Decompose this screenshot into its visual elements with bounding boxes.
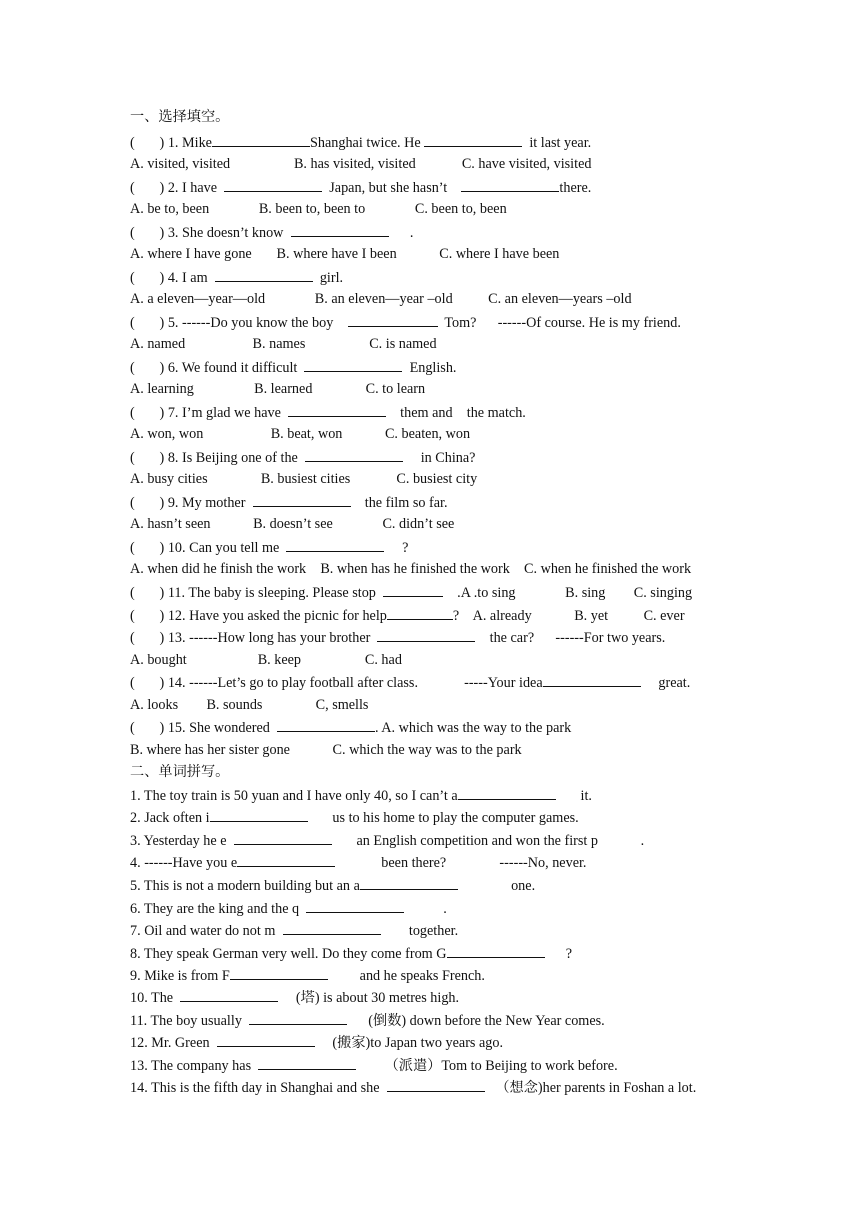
sp14-text-a: 14. This is the fifth day in Shanghai and she: [130, 1080, 387, 1096]
q9-text-a: ( ) 9. My mother: [130, 495, 253, 511]
q2-blank-1[interactable]: [224, 178, 322, 192]
spelling-1: [130, 786, 592, 805]
spelling-11: [130, 1011, 605, 1030]
spelling-7: [130, 921, 458, 940]
options-9: A. hasn’t seen B. doesn’t see C. didn’t see: [130, 516, 455, 532]
question-6: [130, 358, 456, 377]
q1-blank-1[interactable]: [212, 133, 310, 147]
q12-text-a: ( ) 12. Have you asked the picnic for help: [130, 608, 387, 624]
q5-text-b: Tom? ------Of course. He is my friend.: [437, 315, 681, 331]
q4-text-a: ( ) 4. I am: [130, 270, 215, 286]
options-8: A. busy cities B. busiest cities C. busiest city: [130, 471, 478, 487]
q10-text-b: ?: [384, 540, 409, 556]
sp6-text-b: .: [404, 901, 447, 917]
sp5-text-a: 5. This is not a modern building but an a: [130, 878, 360, 894]
sp8-text-b: ?: [544, 946, 573, 962]
q9-blank-1[interactable]: [253, 493, 351, 507]
sp13-text-a: 13. The company has: [130, 1058, 259, 1074]
q1-text-c: it last year.: [522, 135, 592, 151]
sp12-text-a: 12. Mr. Green: [130, 1035, 217, 1051]
q14-text-a: ( ) 14. ------Let’s go to play football after class. -----Your idea: [130, 675, 543, 691]
options-13: A. bought B. keep C. had: [130, 652, 402, 668]
sp1-text-a: 1. The toy train is 50 yuan and I have only 40, so I can’t a: [130, 788, 458, 804]
q8-text-a: ( ) 8. Is Beijing one of the: [130, 450, 305, 466]
q5-blank-1[interactable]: [348, 313, 438, 327]
q14-text-b: great.: [640, 675, 691, 691]
question-15: [130, 718, 571, 737]
options-4: A. a eleven—year—old B. an eleven—year –old C. an eleven—years –old: [130, 291, 632, 307]
question-9: [130, 493, 448, 512]
spelling-5: [130, 876, 535, 895]
q3-text-b: .: [388, 225, 414, 241]
question-12: [130, 606, 685, 625]
question-8: [130, 448, 475, 467]
q6-text-a: ( ) 6. We found it difficult: [130, 360, 305, 376]
q3-blank-1[interactable]: [291, 223, 389, 237]
question-4: [130, 268, 343, 287]
spelling-6: [130, 899, 447, 918]
sp7-text-a: 7. Oil and water do not m: [130, 923, 283, 939]
sp3-blank[interactable]: [234, 831, 332, 845]
question-5: [130, 313, 681, 332]
q5-text-a: ( ) 5. ------Do you know the boy: [130, 315, 348, 331]
options-6: A. learning B. learned C. to learn: [130, 381, 426, 397]
q9-text-b: the film so far.: [350, 495, 448, 511]
sp4-text-b: been there? ------No, never.: [335, 855, 587, 871]
spelling-10: [130, 988, 459, 1007]
sp4-text-a: 4. ------Have you e: [130, 855, 238, 871]
question-13: [130, 628, 665, 647]
sp1-blank[interactable]: [458, 786, 556, 800]
sp12-text-b: (搬家)to Japan two years ago.: [314, 1035, 504, 1051]
options-14: A. looks B. sounds C, smells: [130, 697, 369, 713]
q3-text-a: ( ) 3. She doesn’t know: [130, 225, 291, 241]
q12-text-b: ? A. already B. yet C. ever: [452, 608, 685, 624]
spelling-9: [130, 966, 485, 985]
options-15: B. where has her sister gone C. which the way was to the park: [130, 742, 522, 758]
sp10-blank[interactable]: [180, 988, 278, 1002]
question-14: [130, 673, 690, 692]
sp11-blank[interactable]: [249, 1011, 347, 1025]
q15-text-a: ( ) 15. She wondered: [130, 720, 277, 736]
q11-blank-1[interactable]: [383, 583, 443, 597]
sp3-text-b: an English competition and won the first p .: [331, 833, 645, 849]
sp8-blank[interactable]: [447, 944, 545, 958]
q4-text-b: girl.: [312, 270, 344, 286]
sp12-blank[interactable]: [217, 1033, 315, 1047]
q2-text-c: there.: [559, 180, 592, 196]
spelling-8: [130, 944, 572, 963]
sp14-blank[interactable]: [387, 1078, 485, 1092]
q13-blank-1[interactable]: [377, 628, 475, 642]
sp5-blank[interactable]: [360, 876, 458, 890]
sp11-text-a: 11. The boy usually: [130, 1013, 250, 1029]
options-7: A. won, won B. beat, won C. beaten, won: [130, 426, 471, 442]
sp2-blank[interactable]: [210, 808, 308, 822]
q1-text-a: ( ) 1. Mike: [130, 135, 212, 151]
question-7: [130, 403, 526, 422]
sp9-text-b: and he speaks French.: [327, 968, 485, 984]
q1-blank-2[interactable]: [424, 133, 522, 147]
options-5: A. named B. names C. is named: [130, 336, 437, 352]
spelling-3: [130, 831, 644, 850]
question-11: [130, 583, 692, 602]
q6-blank-1[interactable]: [304, 358, 402, 372]
sp3-text-a: 3. Yesterday he e: [130, 833, 234, 849]
question-10: [130, 538, 408, 557]
q2-text-b: Japan, but she hasn’t: [322, 180, 462, 196]
spelling-12: [130, 1033, 503, 1052]
section-2-title: 二、单词拼写。: [130, 764, 230, 780]
q10-blank-1[interactable]: [286, 538, 384, 552]
spelling-2: [130, 808, 579, 827]
q6-text-b: English.: [402, 360, 457, 376]
sp14-text-b: （想念)her parents in Foshan a lot.: [484, 1080, 697, 1096]
q10-text-a: ( ) 10. Can you tell me: [130, 540, 287, 556]
sp1-text-b: it.: [555, 788, 592, 804]
sp10-text-b: (塔) is about 30 metres high.: [278, 990, 460, 1006]
question-3: [130, 223, 413, 242]
sp13-text-b: （派遣）Tom to Beijing to work before.: [356, 1058, 618, 1074]
sp2-text-a: 2. Jack often i: [130, 810, 210, 826]
q13-text-b: the car? ------For two years.: [475, 630, 666, 646]
sp6-blank[interactable]: [306, 899, 404, 913]
question-2: [130, 178, 591, 197]
options-10: A. when did he finish the work B. when has he finished the work C. when he finished the work: [130, 561, 692, 577]
q8-blank-1[interactable]: [305, 448, 403, 462]
options-2: A. be to, been B. been to, been to C. been to, been: [130, 201, 507, 217]
q11-text-b: .A .to sing B. sing C. singing: [442, 585, 693, 601]
sp10-text-a: 10. The: [130, 990, 181, 1006]
sp4-blank[interactable]: [237, 853, 335, 867]
q14-blank-1[interactable]: [543, 673, 641, 687]
sp7-text-b: together.: [380, 923, 459, 939]
q13-text-a: ( ) 13. ------How long has your brother: [130, 630, 378, 646]
q15-text-b: . A. which was the way to the park: [374, 720, 572, 736]
spelling-4: [130, 853, 586, 872]
q2-text-a: ( ) 2. I have: [130, 180, 225, 196]
sp6-text-a: 6. They are the king and the q: [130, 901, 307, 917]
sp9-blank[interactable]: [230, 966, 328, 980]
q11-text-a: ( ) 11. The baby is sleeping. Please stop: [130, 585, 383, 601]
q2-blank-2[interactable]: [461, 178, 559, 192]
spelling-14: [130, 1078, 696, 1097]
sp8-text-a: 8. They speak German very well. Do they come from G: [130, 946, 447, 962]
sp2-text-b: us to his home to play the computer games.: [307, 810, 579, 826]
options-1: A. visited, visited B. has visited, visited C. have visited, visited: [130, 156, 592, 172]
sp11-text-b: (倒数) down before the New Year comes.: [347, 1013, 605, 1029]
q12-blank-1[interactable]: [387, 606, 453, 620]
section-1-title: 一、选择填空。: [130, 109, 230, 125]
sp13-blank[interactable]: [258, 1056, 356, 1070]
question-1: [130, 133, 591, 152]
q7-text-b: them and the match.: [385, 405, 526, 421]
options-3: A. where I have gone B. where have I been C. where I have been: [130, 246, 560, 262]
spelling-13: [130, 1056, 618, 1075]
q15-blank-1[interactable]: [277, 718, 375, 732]
sp5-text-b: one.: [457, 878, 536, 894]
sp9-text-a: 9. Mike is from F: [130, 968, 230, 984]
q1-text-b: Shanghai twice. He: [309, 135, 425, 151]
q4-blank-1[interactable]: [215, 268, 313, 282]
sp7-blank[interactable]: [283, 921, 381, 935]
q8-text-b: in China?: [402, 450, 476, 466]
q7-text-a: ( ) 7. I’m glad we have: [130, 405, 288, 421]
q7-blank-1[interactable]: [288, 403, 386, 417]
